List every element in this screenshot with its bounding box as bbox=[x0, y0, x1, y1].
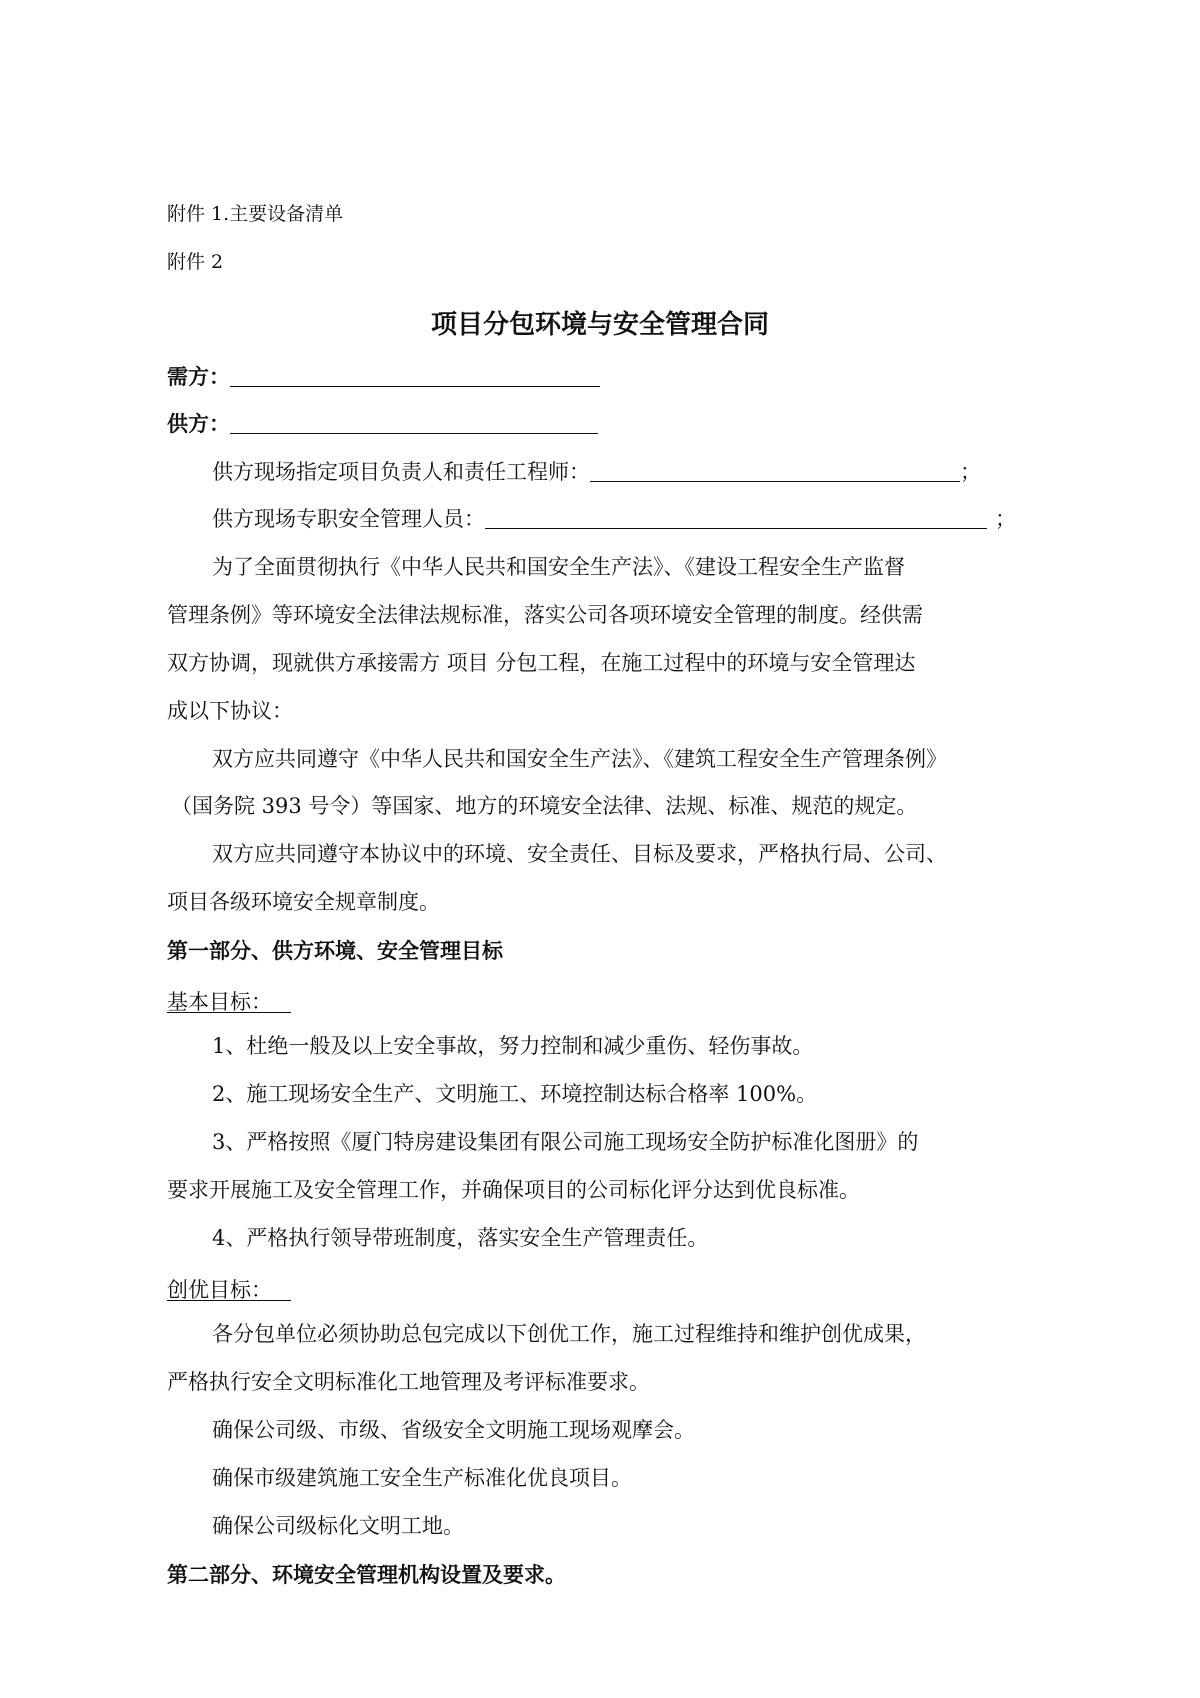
part1-heading: 第一部分、供方环境、安全管理目标 bbox=[167, 938, 503, 963]
safety-staff-blank bbox=[485, 508, 987, 529]
supply-party-row bbox=[167, 411, 598, 436]
basic-goal-item: 3、严格按照《厦门特房建设集团有限公司施工现场安全防护标准化图册》的 bbox=[212, 1130, 919, 1154]
intro-line: 成以下协议： bbox=[167, 699, 293, 723]
excellence-goal-item: 各分包单位必须协助总包完成以下创优工作，施工过程维持和维护创优成果， bbox=[212, 1322, 926, 1346]
intro-line: 管理条例》等环境安全法律法规标准，落实公司各项环境安全管理的制度。经供需 bbox=[167, 603, 923, 627]
demand-party-row bbox=[167, 364, 600, 389]
attachment-2-line: 附件 2 bbox=[167, 251, 224, 273]
law-line: 双方应共同遵守《中华人民共和国安全生产法》、《建筑工程安全生产管理条例》 bbox=[212, 747, 947, 771]
intro-line: 双方协调，现就供方承接需方 项目 分包工程，在施工过程中的环境与安全管理达 bbox=[167, 651, 916, 675]
basic-goals-heading bbox=[167, 986, 291, 1013]
excellence-goal-item: 严格执行安全文明标准化工地管理及考评标准要求。 bbox=[167, 1370, 650, 1394]
safety-staff-end: ； bbox=[995, 507, 1016, 531]
basic-goal-item: 要求开展施工及安全管理工作，并确保项目的公司标化评分达到优良标准。 bbox=[167, 1178, 860, 1202]
law-line: （国务院 393 号令）等国家、地方的环境安全法律、法规、标准、规范的规定。 bbox=[171, 794, 918, 818]
safety-staff-row bbox=[212, 507, 1016, 532]
project-lead-label: 供方现场指定项目负责人和责任工程师： bbox=[212, 460, 590, 484]
supply-party-label: 供方： bbox=[167, 411, 230, 436]
project-lead-blank bbox=[590, 461, 960, 482]
safety-staff-label: 供方现场专职安全管理人员： bbox=[212, 507, 485, 531]
excellence-goals-heading-text: 创优目标： bbox=[167, 1278, 272, 1302]
demand-party-blank bbox=[230, 366, 600, 387]
basic-goal-item: 2、施工现场安全生产、文明施工、环境控制达标合格率 100%。 bbox=[212, 1082, 818, 1106]
project-lead-row bbox=[212, 460, 981, 485]
duty-line: 项目各级环境安全规章制度。 bbox=[167, 890, 440, 914]
supply-party-blank bbox=[230, 413, 598, 434]
part2-heading: 第二部分、环境安全管理机构设置及要求。 bbox=[167, 1562, 566, 1587]
intro-line: 为了全面贯彻执行《中华人民共和国安全生产法》、《建设工程安全生产监督 bbox=[212, 555, 905, 579]
excellence-goal-item: 确保公司级、市级、省级安全文明施工现场观摩会。 bbox=[212, 1418, 695, 1442]
excellence-goal-item: 确保市级建筑施工安全生产标准化优良项目。 bbox=[212, 1466, 632, 1490]
excellence-goals-heading bbox=[167, 1274, 291, 1301]
excellence-goal-item: 确保公司级标化文明工地。 bbox=[212, 1514, 464, 1538]
demand-party-label: 需方： bbox=[167, 364, 230, 389]
project-lead-end: ； bbox=[960, 460, 981, 484]
attachment-1-line: 附件 1.主要设备清单 bbox=[167, 203, 344, 225]
duty-line: 双方应共同遵守本协议中的环境、安全责任、目标及要求，严格执行局、公司、 bbox=[212, 842, 947, 866]
document-title: 项目分包环境与安全管理合同 bbox=[430, 310, 769, 340]
basic-goal-item: 4、严格执行领导带班制度，落实安全生产管理责任。 bbox=[212, 1226, 709, 1250]
basic-goal-item: 1、杜绝一般及以上安全事故，努力控制和减少重伤、轻伤事故。 bbox=[212, 1034, 814, 1058]
basic-goals-heading-text: 基本目标： bbox=[167, 990, 272, 1014]
